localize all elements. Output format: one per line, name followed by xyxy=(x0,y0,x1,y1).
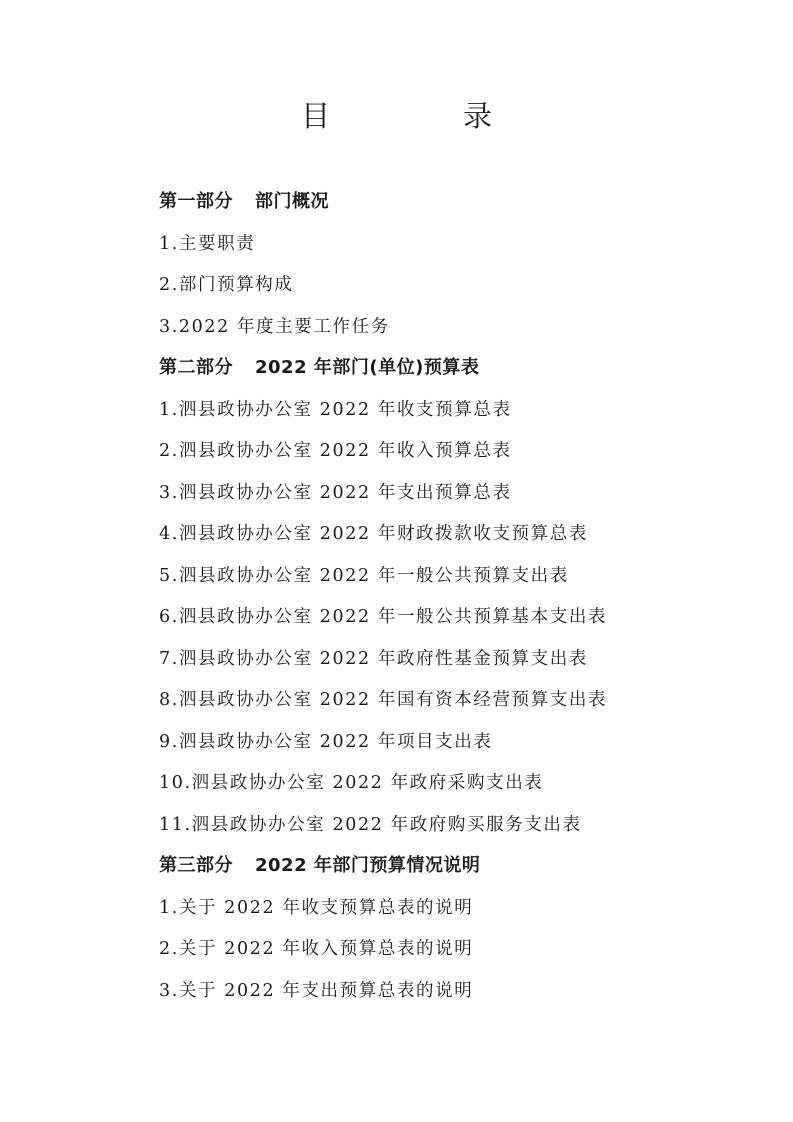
toc-item: 3.2022 年度主要工作任务 xyxy=(159,316,390,337)
toc-item: 11.泗县政协办公室 2022 年政府购买服务支出表 xyxy=(159,814,582,835)
table-of-contents xyxy=(159,183,759,1013)
toc-item: 2.部门预算构成 xyxy=(159,275,294,295)
section-name: 2022 年部门预算情况说明 xyxy=(255,855,481,876)
section-number: 第一部分 xyxy=(159,191,233,212)
section-name: 2022 年部门(单位)预算表 xyxy=(255,357,480,378)
section-number: 第三部分 xyxy=(159,855,233,876)
section-number: 第二部分 xyxy=(159,357,233,378)
toc-item: 1.泗县政协办公室 2022 年收支预算总表 xyxy=(159,399,512,420)
toc-item: 5.泗县政协办公室 2022 年一般公共预算支出表 xyxy=(159,565,569,586)
toc-item: 2.关于 2022 年收入预算总表的说明 xyxy=(159,939,474,959)
section-name: 部门概况 xyxy=(255,191,329,212)
section-heading-1 xyxy=(159,183,759,225)
toc-item: 7.泗县政协办公室 2022 年政府性基金预算支出表 xyxy=(159,648,588,669)
toc-item: 6.泗县政协办公室 2022 年一般公共预算基本支出表 xyxy=(159,607,608,627)
toc-item: 10.泗县政协办公室 2022 年政府采购支出表 xyxy=(159,773,544,793)
toc-item: 4.泗县政协办公室 2022 年财政拨款收支预算总表 xyxy=(159,524,588,544)
toc-item: 3.关于 2022 年支出预算总表的说明 xyxy=(159,980,474,1001)
section-heading-3 xyxy=(159,847,759,889)
toc-item: 9.泗县政协办公室 2022 年项目支出表 xyxy=(159,731,493,752)
toc-item: 1.关于 2022 年收支预算总表的说明 xyxy=(159,897,474,918)
toc-item: 3.泗县政协办公室 2022 年支出预算总表 xyxy=(159,482,512,503)
section-heading-2 xyxy=(159,349,759,391)
toc-item: 1.主要职责 xyxy=(159,233,256,254)
toc-item: 2.泗县政协办公室 2022 年收入预算总表 xyxy=(159,441,512,461)
toc-item: 8.泗县政协办公室 2022 年国有资本经营预算支出表 xyxy=(159,690,608,710)
page-title: 目 录 xyxy=(300,99,544,133)
